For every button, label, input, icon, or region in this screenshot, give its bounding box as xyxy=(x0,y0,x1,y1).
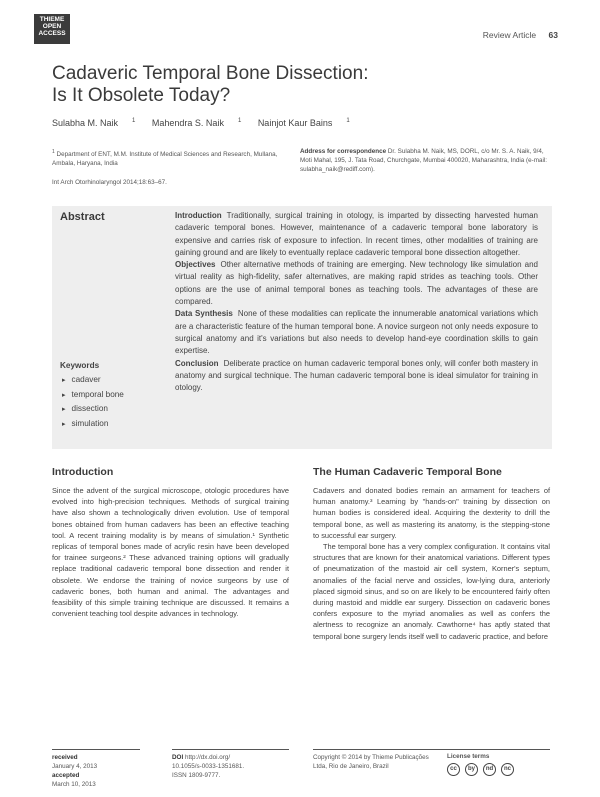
running-header xyxy=(483,30,558,40)
footer-rule xyxy=(313,749,550,750)
abstract-section: Data Synthesis None of these modalities can replicate the innumerable anatomical variations which are a characteristic feature of the human temporal bone. A novice surgeon not only needs exposure to surgical anatomy and it's variations but also needs to develop hand-eye coordination skills to gain expertise. xyxy=(175,309,538,356)
affiliation: $^1$ Department of ENT, M.M. Institute of Medical Sciences and Research, Mullana, Ambala, Haryana, India xyxy=(52,149,278,168)
author: Nainjot Kaur Bains $^1$ xyxy=(257,118,350,128)
human-cadaveric-body: Cadavers and donated bodies remain an armament for teachers of human anatomy.³ Learning by "hands-on" training by dissection on human bodies is considered ideal. Acquiring the dexterity to drill the temporal bone, as well as mastering its anatomy, is the stepping-stone to successful ear surgery. The temporal bone has a very complex configuration. It contains vital structures that are known for their anatomical variations. Different types of pneumatization of the mastoid air cell system, Korner's septum, anomalies of the facial nerve and ossicles, low-lying dura, anteriorly placed sigmoid sinus, and so on are likely to be encountered fairly often during mastoid and middle ear surgery. Dissection on cadaveric bones confers exposure to the myriad anomalies as well as confers the alertness to recognize an anomaly. Cawthorne⁴ has aptly stated that temporal bone surgery lends itself well to cadaveric practice, and before xyxy=(313,486,550,641)
cc-nc-icon[interactable]: nc xyxy=(501,763,514,776)
abstract-heading: Abstract xyxy=(60,211,105,223)
keyword: ▸ simulation xyxy=(60,417,124,432)
human-cadaveric-heading: The Human Cadaveric Temporal Bone xyxy=(313,466,502,478)
abstract-section: Introduction Traditionally, surgical training in otology, is imparted by dissecting harvested human cadaveric temporal bones. However, maintenance of a cadaveric temporal bone laboratory is expensive and carries risk of exposure to infection. In recent times, other modalities of training are gaining ground and are likely to eventually replace cadaveric temporal bone dissection altogether. xyxy=(175,211,538,257)
abstract-body xyxy=(175,210,538,394)
author-list xyxy=(52,118,364,128)
dates: received January 4, 2013 accepted March 10, 2013 xyxy=(52,754,98,788)
introduction-heading: Introduction xyxy=(52,466,114,478)
article-type: Review Article xyxy=(482,30,537,40)
footer-rule xyxy=(172,749,289,750)
author: Sulabha M. Naik $^1$ xyxy=(52,118,136,128)
license-terms-label: License terms xyxy=(447,753,490,760)
introduction-body: Since the advent of the surgical microscope, otologic procedures have evolved into high-precision techniques. Methods of surgical training have also shown a technologically driven evolution. Use of temporal bones obtained from human cadavers has been an effective teaching tool. A recent training modality is by means of simulation.¹ Synthetic replicas of temporal bones made of acrylic resin have been developed for trainee surgeons.² These advanced training options will gradually replace traditional cadaveric temporal bone dissection and render it obsolete. We endorse the training of novice surgeons by use of cadaveric bones, both human and animal. The advantages and feasibility of this simple training technique are discussed. It remains a convenient teaching tool despite advances in technology. xyxy=(52,486,289,619)
cc-icon[interactable]: cc xyxy=(447,763,460,776)
article-title: Cadaveric Temporal Bone Dissection: Is It Obsolete Today? xyxy=(52,63,369,106)
footer-rule xyxy=(52,749,140,750)
correspondence: Address for correspondence Dr. Sulabha M. Naik, MS, DORL, c/o Mr. S. A. Naik, 9/4, Moti Mahal, 195, J. Tata Road, Churchgate, Mumbai 400020, Maharashtra, India (e-mail: sulabha_naik@rediff.com). xyxy=(300,148,547,173)
page-number: 63 xyxy=(548,30,558,40)
abstract-section: Objectives Other alternative methods of training are emerging. New technology like simulation and virtual reality as high-fidelity, safer alternatives, are making rapid strides as teaching tools. Other options are the use of animal temporal bones as teaching tools. The advantages of these are compared. xyxy=(175,260,538,307)
license-icons xyxy=(447,763,514,776)
cc-nd-icon[interactable]: nd xyxy=(483,763,496,776)
keywords xyxy=(60,361,124,431)
keywords-heading: Keywords xyxy=(60,361,100,370)
doi-link[interactable]: http://dx.doi.org/ xyxy=(184,754,231,761)
thieme-open-access-logo: THIEME OPEN ACCESS xyxy=(34,14,70,44)
copyright: Copyright © 2014 by Thieme Publicações Ltda, Rio de Janeiro, Brazil xyxy=(313,754,429,770)
keyword: ▸ temporal bone xyxy=(60,388,124,403)
cc-by-icon[interactable]: by xyxy=(465,763,478,776)
author: Mahendra S. Naik $^1$ xyxy=(151,118,242,128)
keyword: ▸ cadaver xyxy=(60,373,124,388)
abstract-section: Conclusion Deliberate practice on human cadaveric temporal bones only, will confer both mastery in anatomy and surgical technique. The human cadaveric temporal bone is ideal simulator for training in otology. xyxy=(175,358,538,393)
citation: Int Arch Otorhinolaryngol 2014;18:63–67. xyxy=(52,179,167,186)
keyword: ▸ dissection xyxy=(60,402,124,417)
doi-block: DOI http://dx.doi.org/ 10.1055/s-0033-1351681. ISSN 1809-9777. xyxy=(172,754,245,779)
